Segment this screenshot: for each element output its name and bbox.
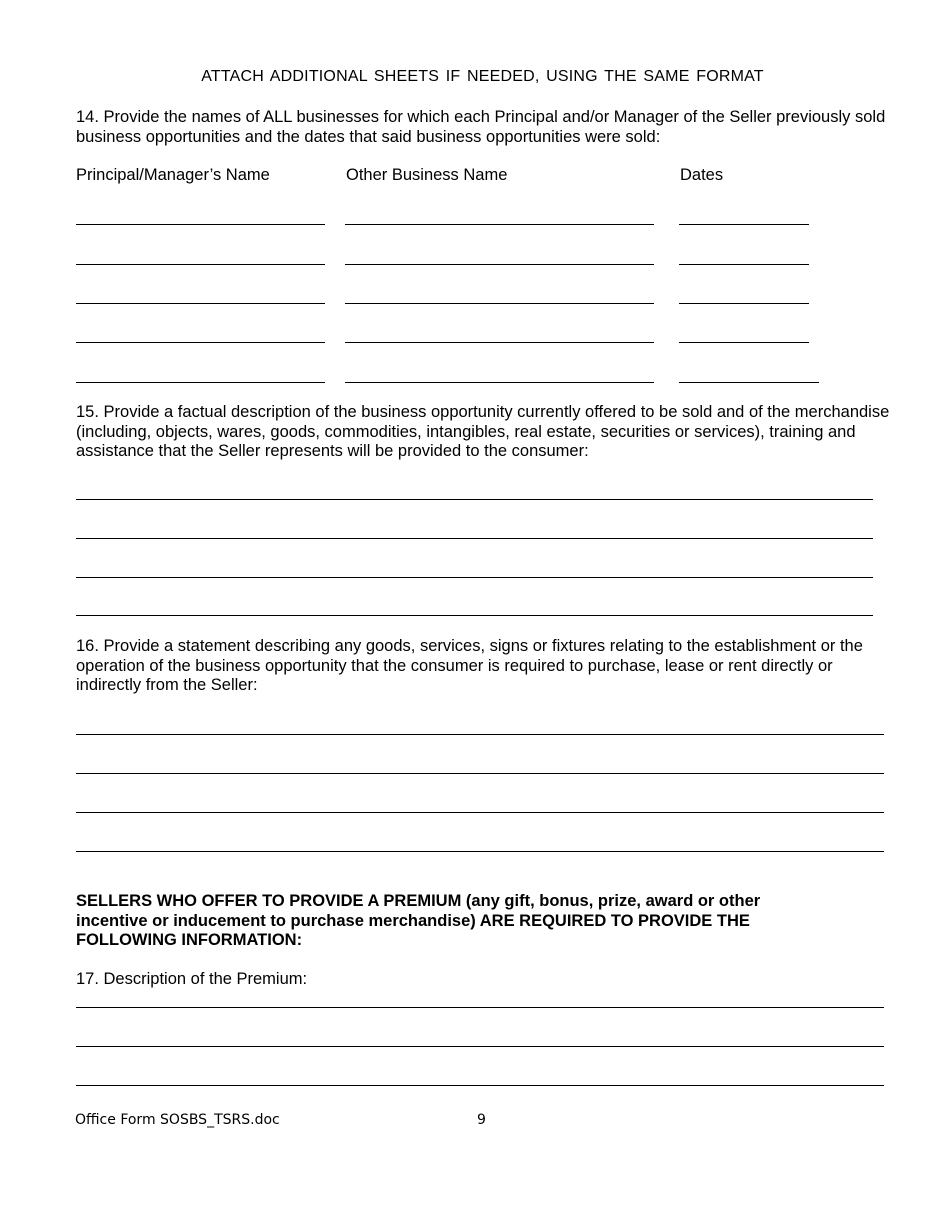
answer-line-17-3[interactable] bbox=[76, 1085, 884, 1086]
answer-line-16-2[interactable] bbox=[76, 773, 884, 774]
q14-row-3-dates-line[interactable] bbox=[679, 303, 809, 304]
answer-line-17-1[interactable] bbox=[76, 1007, 884, 1008]
footer-form-name: Office Form SOSBS_TSRS.doc bbox=[75, 1112, 280, 1128]
q14-row-4-dates-line[interactable] bbox=[679, 342, 809, 343]
answer-line-15-4[interactable] bbox=[76, 615, 873, 616]
q14-row-2-business-line[interactable] bbox=[345, 264, 654, 265]
question-17-text: 17. Description of the Premium: bbox=[76, 970, 308, 988]
q14-row-5-name-line[interactable] bbox=[76, 382, 325, 383]
question-16-text: 16. Provide a statement describing any goods, services, signs or fixtures relating to the establishment or the operation of the business opportunity that the consumer is required to purchase, lease or rent directly or indirectly from the Seller: bbox=[76, 637, 863, 694]
column-header-business: Other Business Name bbox=[346, 166, 508, 184]
footer-page-number: 9 bbox=[477, 1112, 486, 1128]
answer-line-15-1[interactable] bbox=[76, 499, 873, 500]
premium-notice: SELLERS WHO OFFER TO PROVIDE A PREMIUM (any gift, bonus, prize, award or other incentive or inducement to purchase merchandise) ARE REQUIRED TO PROVIDE THE FOLLOWING INFORMATION: bbox=[76, 892, 761, 949]
answer-line-16-4[interactable] bbox=[76, 851, 884, 852]
q14-row-1-name-line[interactable] bbox=[76, 224, 325, 225]
answer-line-17-2[interactable] bbox=[76, 1046, 884, 1047]
q14-row-4-name-line[interactable] bbox=[76, 342, 325, 343]
q14-row-5-business-line[interactable] bbox=[345, 382, 654, 383]
question-14-text: 14. Provide the names of ALL businesses for which each Principal and/or Manager of the Seller previously sold business opportunities and the dates that said business opportunities were sold: bbox=[76, 108, 886, 146]
column-header-name: Principal/Manager’s Name bbox=[76, 166, 270, 184]
question-15-text: 15. Provide a factual description of the business opportunity currently offered to be sold and of the merchandise (including, objects, wares, goods, commodities, intangibles, real estate, securities or services), training and assistance that the Seller represents will be provided to the consumer: bbox=[76, 403, 890, 460]
answer-line-15-3[interactable] bbox=[76, 577, 873, 578]
q14-row-1-business-line[interactable] bbox=[345, 224, 654, 225]
q14-row-2-name-line[interactable] bbox=[76, 264, 325, 265]
page-header: ATTACH ADDITIONAL SHEETS IF NEEDED, USING THE SAME FORMAT bbox=[201, 68, 764, 85]
column-header-dates: Dates bbox=[680, 166, 724, 184]
q14-row-3-name-line[interactable] bbox=[76, 303, 325, 304]
q14-row-1-dates-line[interactable] bbox=[679, 224, 809, 225]
answer-line-15-2[interactable] bbox=[76, 538, 873, 539]
q14-row-4-business-line[interactable] bbox=[345, 342, 654, 343]
q14-row-3-business-line[interactable] bbox=[345, 303, 654, 304]
answer-line-16-1[interactable] bbox=[76, 734, 884, 735]
q14-row-5-dates-line[interactable] bbox=[679, 382, 819, 383]
answer-line-16-3[interactable] bbox=[76, 812, 884, 813]
q14-row-2-dates-line[interactable] bbox=[679, 264, 809, 265]
